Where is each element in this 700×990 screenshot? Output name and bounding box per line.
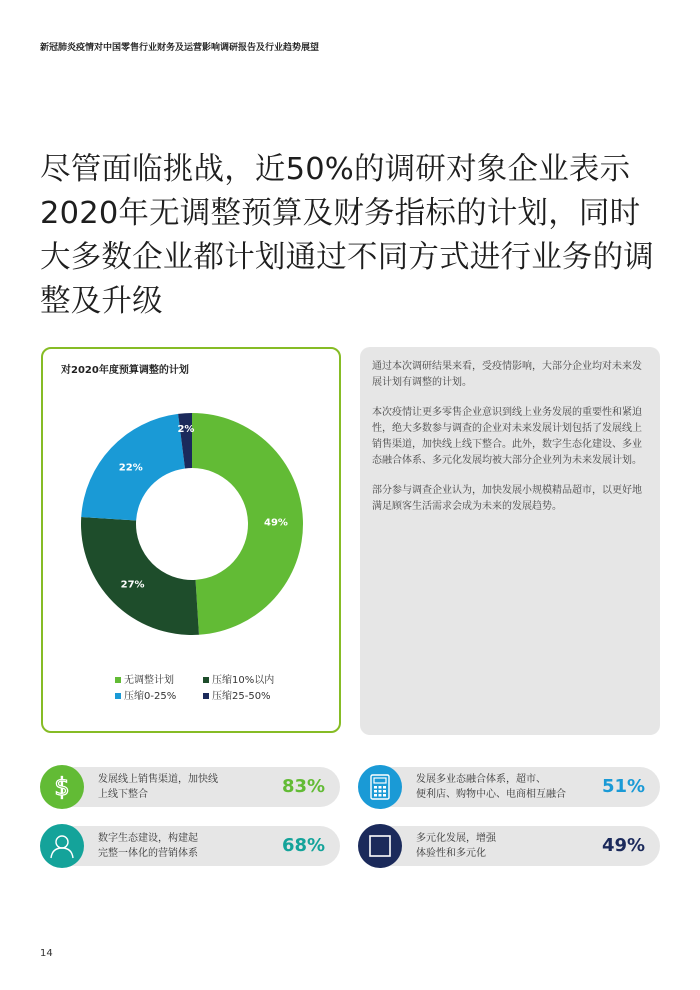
legend-label: 压缩10%以内 — [212, 675, 275, 686]
page-number: 14 — [40, 948, 53, 959]
calculator-icon — [368, 774, 392, 800]
stat-label-line: 发展多业态融合体系，超市、 — [416, 774, 546, 785]
donut-chart — [43, 349, 339, 659]
stat-label-line: 上线下整合 — [98, 789, 148, 800]
square-icon — [368, 834, 392, 858]
pie-slice-1 — [81, 517, 199, 635]
stat-icon-circle — [40, 765, 84, 809]
stat-label — [416, 772, 566, 802]
stat-label-line: 完整一体化的营销体系 — [98, 848, 198, 859]
report-header: 新冠肺炎疫情对中国零售行业财务及运营影响调研报告及行业趋势展望 — [40, 43, 320, 53]
slice-label-0: 49% — [263, 517, 288, 529]
stat-label-line: 多元化发展，增强 — [416, 833, 496, 844]
stat-digital-ecosystem — [42, 826, 340, 866]
slice-label-3: 2% — [177, 424, 195, 436]
stat-online-channel — [42, 767, 340, 807]
findings-paragraph-3: 部分参与调查企业认为，加快发展小规模精品超市，以更好地满足顾客生活需求会成为未来的发展趋势。 — [372, 485, 642, 512]
legend-label: 无调整计划 — [124, 675, 174, 686]
findings-paragraph-1: 通过本次调研结果来看，受疫情影响，大部分企业均对未来发展计划有调整的计划。 — [372, 361, 642, 388]
stat-label — [98, 831, 198, 861]
stat-icon-circle — [40, 824, 84, 868]
stat-value: 83% — [282, 776, 326, 797]
legend-item-cut-25-50 — [203, 687, 271, 702]
stat-icon-circle — [358, 824, 402, 868]
stat-value: 51% — [602, 776, 646, 797]
legend-item-no-adjust — [115, 671, 174, 686]
findings-paragraph-2: 本次疫情让更多零售企业意识到线上业务发展的重要性和紧迫性，绝大多数参与调查的企业对未来发展计划包括了发展线上销售渠道，加快线上线下整合。此外，数字生态化建设、多业态融合体系、多元化发展均被大部分企业列为未来发展计划。 — [372, 407, 642, 466]
dollar-icon — [50, 774, 74, 800]
legend-swatch — [203, 693, 209, 699]
person-icon — [49, 833, 75, 859]
chart-title: 对2020年度预算调整的计划 — [61, 365, 189, 376]
stat-label — [98, 772, 218, 802]
headline: 尽管面临挑战，近50%的调研对象企业表示2020年无调整预算及财务指标的计划，同时大多数企业都计划通过不同方式进行业务的调整及升级 — [40, 152, 654, 319]
legend-item-cut-10 — [203, 671, 274, 686]
legend-swatch — [115, 677, 121, 683]
stat-multi-format — [360, 767, 660, 807]
stat-label-line: 便利店、购物中心、电商相互融合 — [416, 789, 566, 800]
findings-text-card — [360, 347, 660, 735]
stat-label-line: 数字生态建设，构建起 — [98, 833, 198, 844]
stat-value: 49% — [602, 835, 646, 856]
legend-swatch — [115, 693, 121, 699]
stat-value: 68% — [282, 835, 326, 856]
legend-label: 压缩0-25% — [124, 691, 177, 702]
legend-label: 压缩25-50% — [212, 691, 271, 702]
slice-label-1: 27% — [120, 579, 145, 591]
slice-label-2: 22% — [118, 462, 143, 474]
stat-label — [416, 831, 496, 861]
stat-diversification — [360, 826, 660, 866]
budget-chart-card — [41, 347, 341, 733]
legend-item-cut-0-25 — [115, 687, 176, 702]
legend-swatch — [203, 677, 209, 683]
svg-text:$: $ — [54, 774, 70, 800]
stat-label-line: 体验性和多元化 — [416, 848, 486, 859]
stat-icon-circle — [358, 765, 402, 809]
stat-label-line: 发展线上销售渠道，加快线 — [98, 774, 218, 785]
